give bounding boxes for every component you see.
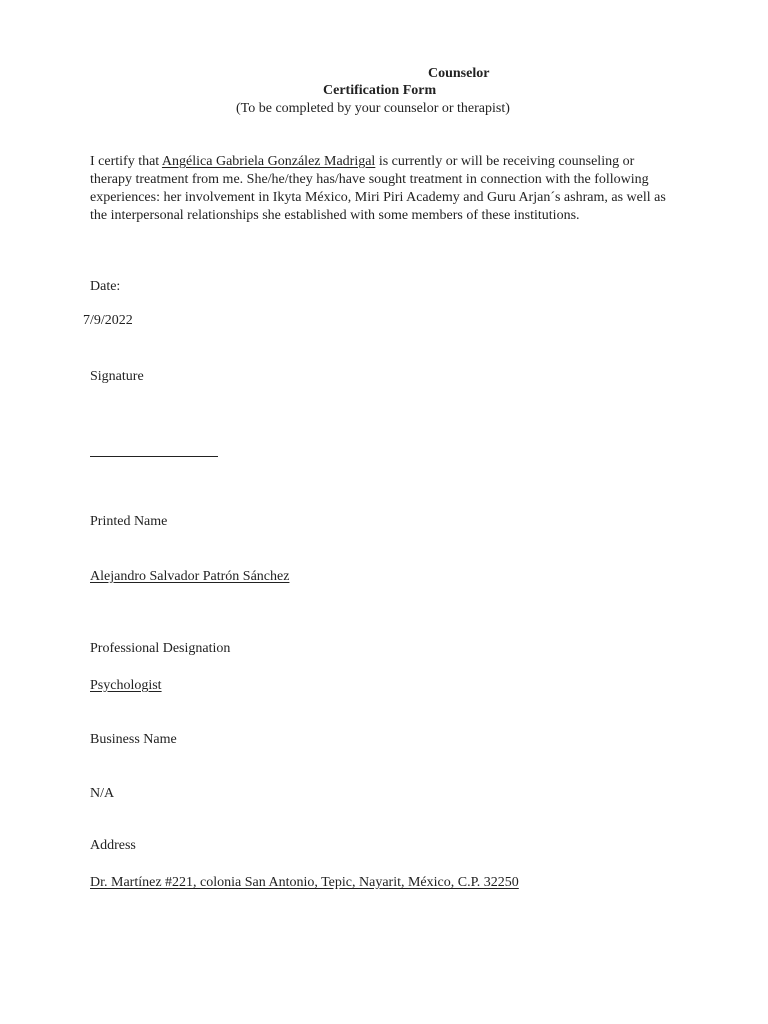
form-title-certification: Certification Form (323, 83, 437, 98)
printed-name-value: Alejandro Salvador Patrón Sánchez (90, 569, 290, 584)
client-name: Angélica Gabriela González Madrigal (161, 154, 376, 169)
professional-designation-label: Professional Designation (90, 641, 231, 656)
form-subtitle: (To be completed by your counselor or therapist) (236, 101, 510, 116)
signature-label: Signature (90, 369, 144, 384)
address-value: Dr. Martínez #221, colonia San Antonio, Tepic, Nayarit, México, C.P. 32250 (90, 875, 519, 890)
certify-prefix: I certify that (90, 154, 162, 169)
signature-line (90, 456, 218, 457)
address-label: Address (90, 838, 136, 853)
professional-designation-value: Psychologist (90, 678, 162, 693)
form-title-counselor: Counselor (428, 66, 490, 81)
certification-paragraph (90, 153, 670, 225)
printed-name-label: Printed Name (90, 514, 168, 529)
business-name-value: N/A (90, 786, 115, 801)
date-value: 7/9/2022 (83, 313, 133, 328)
certify-body: is currently or will be receiving counseling or therapy treatment from me. She/he/they has/have sought treatment in connection with the following experiences: her involvement in Ikyta México, Miri Piri Academy and Guru Arjan´s ashram, as well as the interpersonal relationships she established with some members of these institutions. (90, 154, 666, 223)
date-label: Date: (90, 279, 121, 294)
business-name-label: Business Name (90, 732, 177, 747)
